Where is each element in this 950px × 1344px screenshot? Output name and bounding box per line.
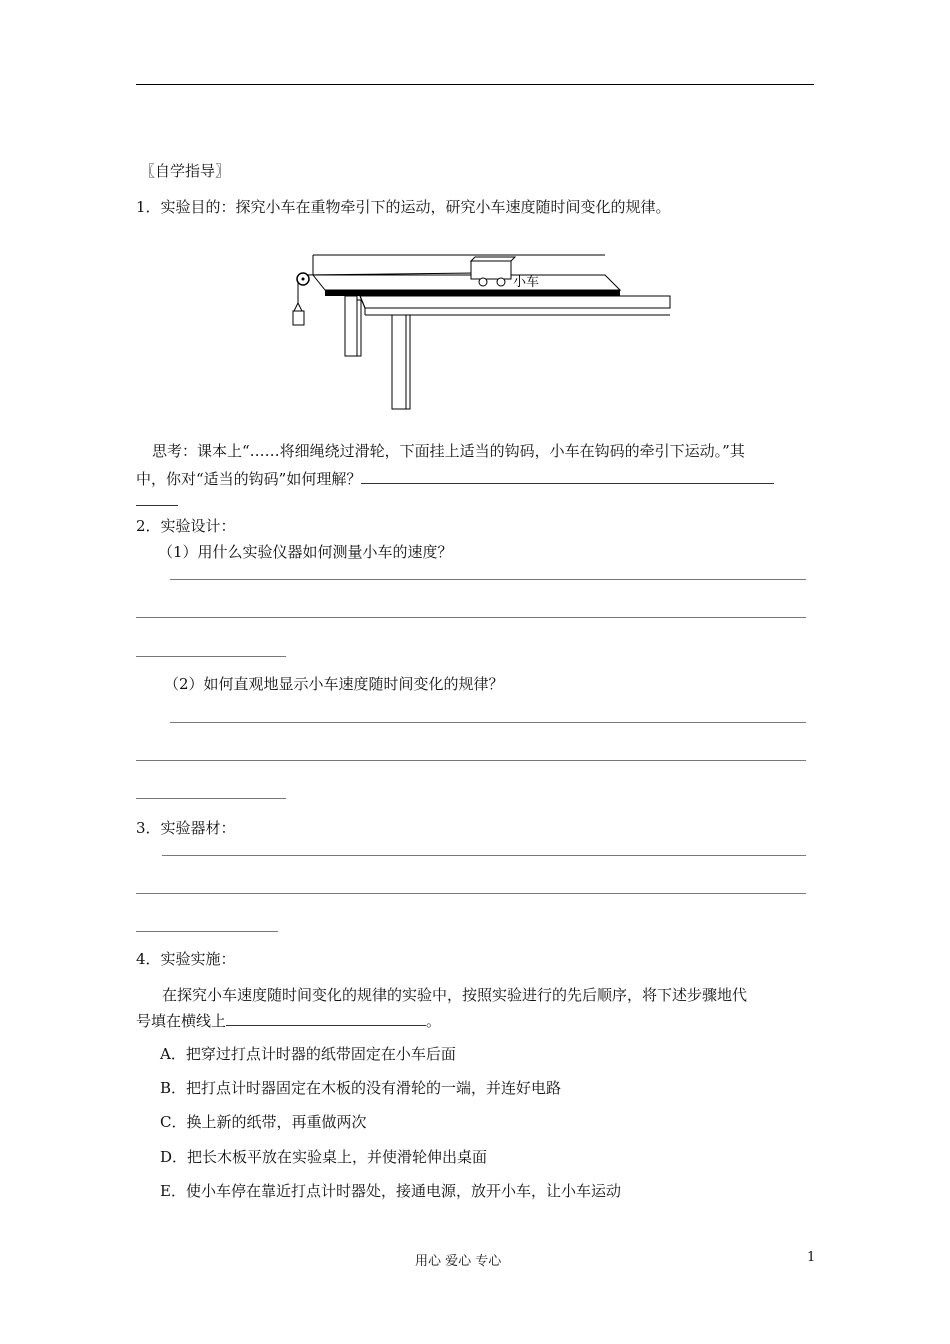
answer-line-q3-b[interactable] bbox=[136, 893, 806, 894]
answer-line-q2-1a[interactable] bbox=[170, 579, 806, 580]
q2-sub2: （2）如何直观地显示小车速度随时间变化的规律？ bbox=[164, 675, 504, 693]
answer-blank-think[interactable] bbox=[361, 483, 774, 484]
answer-blank-order[interactable] bbox=[226, 1025, 426, 1026]
q1-think-line2 bbox=[136, 468, 774, 489]
section-title: 〖自学指导〗 bbox=[140, 162, 231, 180]
page-number: 1 bbox=[807, 1250, 816, 1265]
answer-line-q2-1c[interactable] bbox=[136, 656, 286, 657]
answer-line-q2-2b[interactable] bbox=[136, 760, 806, 761]
q4-para-line1: 在探究小车速度随时间变化的规律的实验中，按照实验进行的先后顺序，将下述步骤地代 bbox=[162, 986, 748, 1004]
answer-line-q2-2c[interactable] bbox=[136, 798, 286, 799]
q4-para-suffix: 。 bbox=[426, 1012, 442, 1030]
q4-para-prefix: 号填在横线上 bbox=[136, 1012, 227, 1030]
apparatus-figure bbox=[285, 245, 685, 415]
q1-think-prompt: 中，你对“适当的钩码”如何理解？ bbox=[136, 470, 362, 488]
option-b: B．把打点计时器固定在木板的没有滑轮的一端，并连好电路 bbox=[160, 1079, 562, 1097]
option-c: C．换上新的纸带，再重做两次 bbox=[160, 1113, 367, 1131]
q4-title: 4．实验实施： bbox=[136, 950, 236, 968]
option-a: A．把穿过打点计时器的纸带固定在小车后面 bbox=[160, 1045, 456, 1063]
header-rule bbox=[136, 84, 814, 85]
cart bbox=[471, 257, 515, 261]
q2-title: 2．实验设计： bbox=[136, 517, 236, 535]
answer-line-q3-a[interactable] bbox=[162, 855, 806, 856]
option-d: D．把长木板平放在实验桌上，并使滑轮伸出桌面 bbox=[160, 1148, 488, 1166]
answer-line-q2-1b[interactable] bbox=[136, 617, 806, 618]
q2-sub1: （1）用什么实验仪器如何测量小车的速度？ bbox=[158, 543, 453, 561]
answer-blank-think-cont[interactable] bbox=[136, 505, 178, 506]
q1-think-line1: 思考：课本上“……将细绳绕过滑轮，下面挂上适当的钩码，小车在钩码的牵引下运动。”其 bbox=[152, 442, 745, 460]
answer-line-q2-2a[interactable] bbox=[170, 722, 806, 723]
answer-line-q3-c[interactable] bbox=[136, 931, 278, 932]
q4-para-line2 bbox=[136, 1010, 441, 1031]
footer-motto: 用心 爱心 专心 bbox=[415, 1254, 502, 1269]
option-e: E．使小车停在靠近打点计时器处，接通电源，放开小车，让小车运动 bbox=[160, 1182, 621, 1200]
cart-label: 小车 bbox=[513, 274, 540, 289]
q1-text: 1．实验目的：探究小车在重物牵引下的运动，研究小车速度随时间变化的规律。 bbox=[136, 198, 671, 216]
q3-title: 3．实验器材： bbox=[136, 819, 236, 837]
